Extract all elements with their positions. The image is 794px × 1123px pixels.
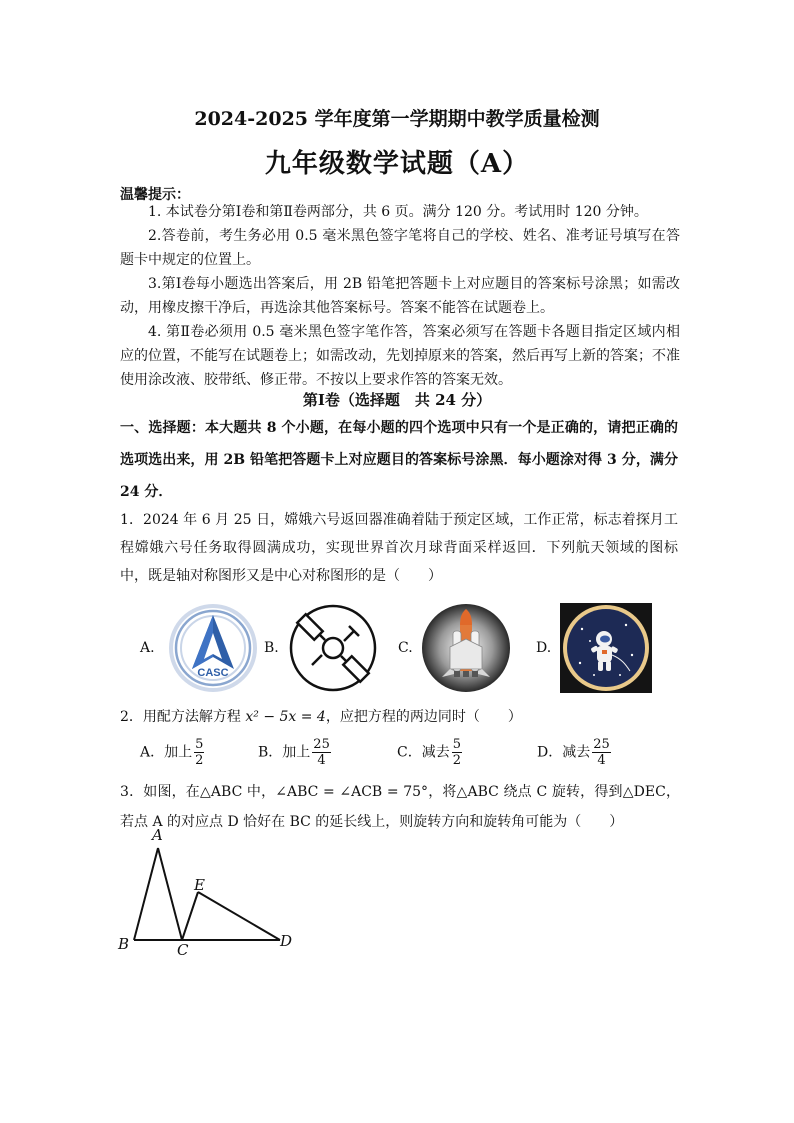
q1-option-b-label: B. — [264, 640, 279, 656]
q2-option-c-label: C．减去 — [397, 744, 450, 761]
rocket-icon — [420, 603, 512, 693]
fraction — [194, 737, 204, 768]
point-a-label: A — [152, 826, 163, 844]
fraction — [592, 737, 611, 768]
line-ac — [158, 848, 182, 940]
denominator: 4 — [597, 753, 606, 768]
paper-title: 九年级数学试题（A） — [264, 149, 530, 179]
point-c-label: C — [177, 941, 189, 959]
point-b-label: B — [118, 935, 130, 953]
fraction — [312, 737, 331, 768]
q1-option-d-label: D. — [536, 640, 552, 656]
question-2-stem — [120, 707, 522, 727]
question-1-stem: 1．2024 年 6 月 25 日，嫦娥六号返回器准确着陆于预定区域，工作正常，标志着探月工程嫦娥六号任务取得圆满成功，实现世界首次月球背面采样返回．下列航天领域的图标中，既是轴对称图形又是中心对称图形的是（ ） — [120, 512, 678, 584]
line-ab — [134, 848, 158, 940]
numerator: 5 — [452, 737, 461, 752]
q2-option-a — [140, 737, 204, 768]
denominator: 2 — [195, 753, 204, 768]
q2-stem-prefix: 2．用配方法解方程 — [120, 709, 246, 725]
q2-option-d-label: D．减去 — [537, 744, 591, 761]
section-intro: 一、选择题：本大题共 8 个小题，在每小题的四个选项中只有一个是正确的，请把正确的选项选出来，用 2B 铅笔把答题卡上对应题目的答案标号涂黑．每小题涂对得 3 分，满分 24 分． — [120, 420, 678, 500]
section-heading: 第Ⅰ卷（选择题 共 24 分） — [302, 391, 492, 409]
exam-title: 2024-2025 学年度第一学期期中教学质量检测 — [194, 108, 600, 130]
fraction — [452, 737, 462, 768]
q1-option-c-label: C. — [398, 640, 413, 656]
line-ed — [198, 892, 280, 940]
q1-option-a-label: A. — [140, 640, 155, 656]
q2-option-b — [258, 737, 331, 768]
q2-stem-suffix: ，应把方程的两边同时（ ） — [325, 709, 522, 725]
question-3-stem: 3．如图，在△ABC 中，∠ABC = ∠ACB = 75°，将△ABC 绕点 C 旋转，得到△DEC，若点 A 的对应点 D 恰好在 BC 的延长线上，则旋转方向和旋转角可能为（ ） — [120, 784, 680, 830]
notice-item: 3.第Ⅰ卷每小题选出答案后，用 2B 铅笔把答题卡上对应题目的答案标号涂黑；如需改动，用橡皮擦干净后，再选涂其他答案标号。答案不能答在试题卷上。 — [120, 276, 680, 316]
denominator: 4 — [317, 753, 326, 768]
point-e-label: E — [194, 876, 205, 894]
q2-option-c — [397, 737, 462, 768]
notice-item: 2.答卷前，考生务必用 0.5 毫米黑色签字笔将自己的学校、姓名、准考证号填写在答题卡中规定的位置上。 — [120, 228, 680, 268]
q2-option-d — [537, 737, 611, 768]
notice-item: 1. 本试卷分第Ⅰ卷和第Ⅱ卷两部分，共 6 页。满分 120 分。考试用时 120 分钟。 — [148, 204, 648, 220]
satellite-icon — [288, 603, 378, 693]
casc-logo-text: CASC — [197, 667, 229, 679]
denominator: 2 — [452, 753, 461, 768]
astronaut-icon — [560, 603, 652, 693]
triangle-figure — [110, 826, 310, 962]
point-d-label: D — [280, 932, 293, 950]
numerator: 25 — [313, 737, 330, 752]
line-ce — [182, 892, 198, 940]
notice-heading: 温馨提示： — [120, 187, 190, 203]
q2-equation: x² − 5x = 4 — [245, 709, 326, 725]
q2-option-b-label: B．加上 — [258, 744, 311, 761]
notice-item: 4. 第Ⅱ卷必须用 0.5 毫米黑色签字笔作答，答案必须写在答题卡各题目指定区域内相应的位置，不能写在试题卷上；如需改动，先划掉原来的答案，然后再写上新的答案；不准使用涂改液、胶带纸、修正带。不按以上要求作答的答案无效。 — [120, 324, 680, 388]
q2-option-a-label: A．加上 — [140, 744, 193, 761]
casc-logo-icon — [168, 603, 258, 693]
numerator: 5 — [195, 737, 204, 752]
numerator: 25 — [593, 737, 610, 752]
